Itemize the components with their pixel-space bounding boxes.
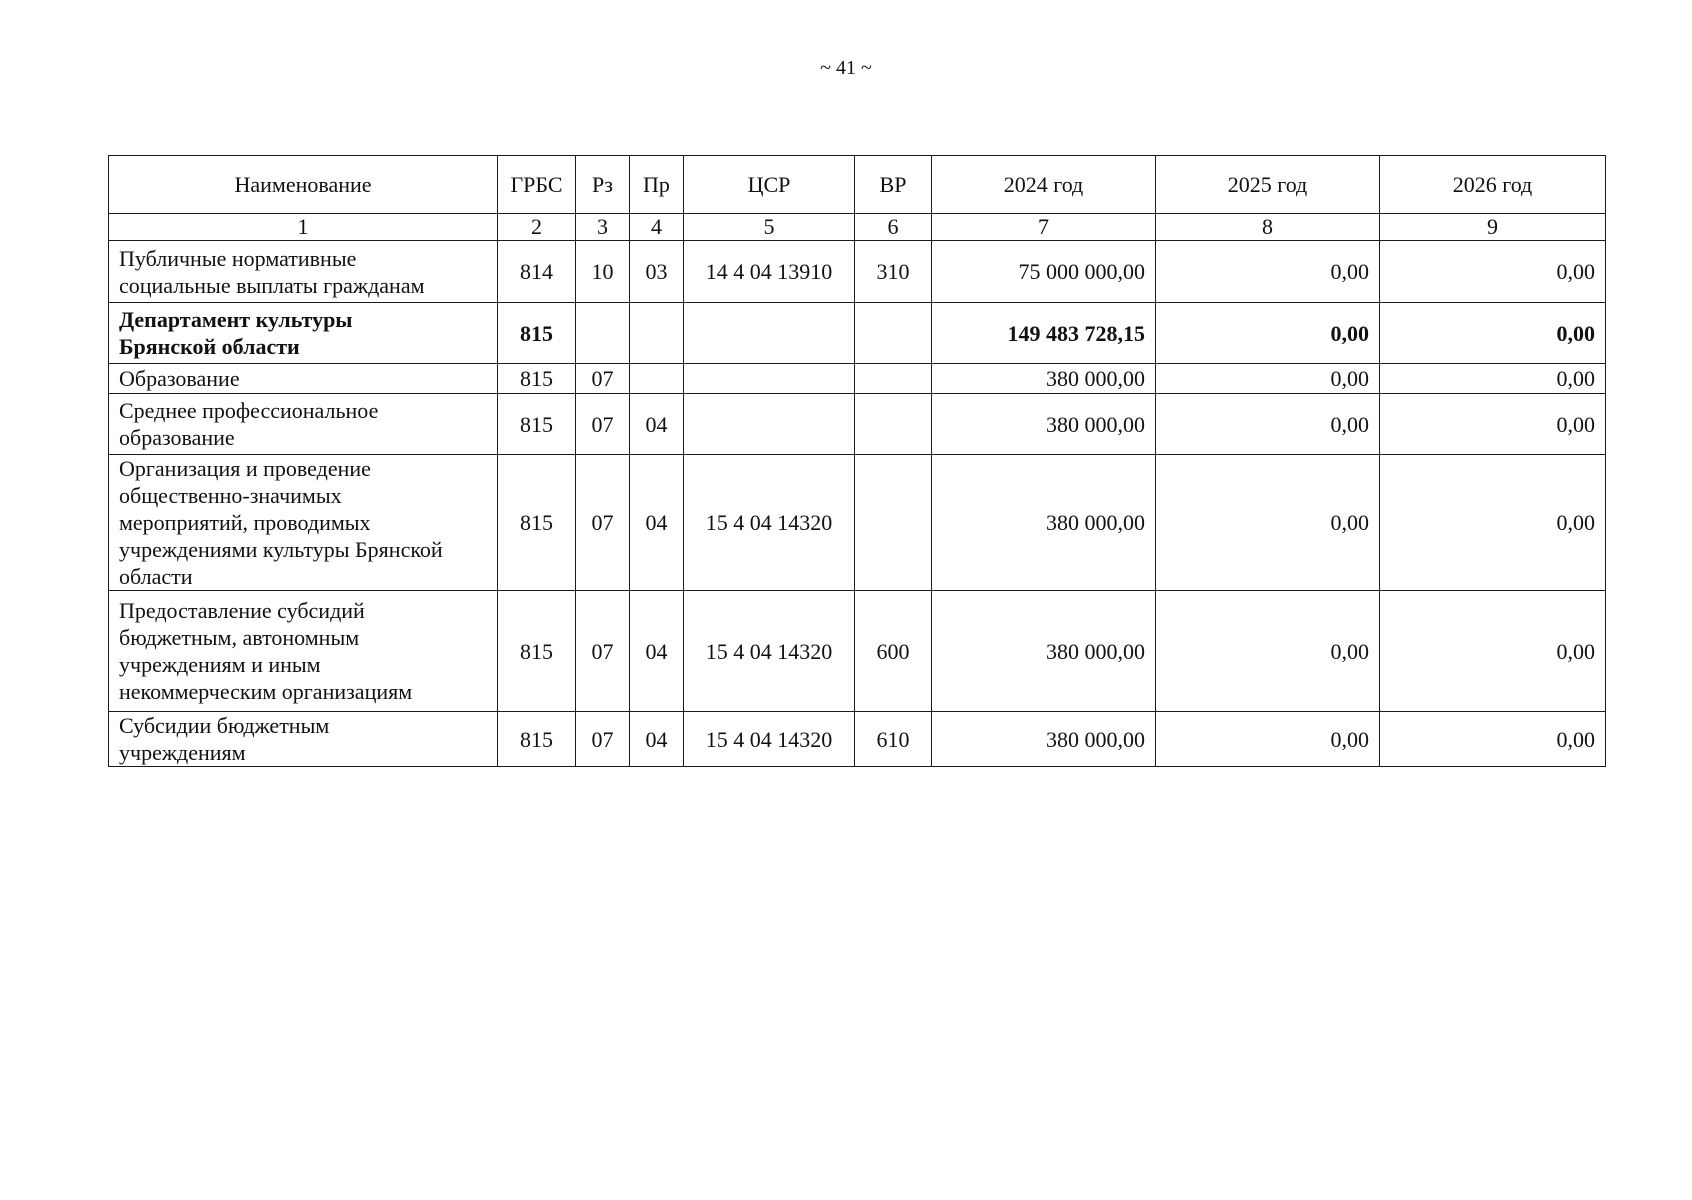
cell-name-line: образование — [119, 425, 235, 450]
cell-pr — [630, 364, 684, 394]
cell-csr — [684, 364, 855, 394]
header-cell: ВР — [855, 156, 932, 214]
cell-grbs: 815 — [498, 394, 576, 455]
cell-vr: 600 — [855, 591, 932, 712]
cell-pr: 04 — [630, 394, 684, 455]
column-number: 2 — [498, 214, 576, 241]
cell-grbs: 815 — [498, 455, 576, 591]
cell-name-line: Публичные нормативные — [119, 245, 357, 271]
cell-pr: 03 — [630, 241, 684, 303]
cell-csr — [684, 394, 855, 455]
cell-csr: 15 4 04 14320 — [684, 712, 855, 767]
page-number: ~ 41 ~ — [820, 57, 872, 79]
cell-grbs: 815 — [498, 712, 576, 767]
cell-2024: 380 000,00 — [932, 712, 1156, 767]
cell-name — [109, 455, 498, 591]
cell-name-line: учреждениям и иным — [119, 652, 321, 677]
cell-2026: 0,00 — [1380, 364, 1606, 394]
header-cell: ЦСР — [684, 156, 855, 214]
cell-name-line: Предоставление субсидий — [119, 598, 365, 623]
cell-rz — [576, 303, 630, 364]
cell-name — [109, 591, 498, 712]
cell-2025: 0,00 — [1156, 455, 1380, 591]
cell-csr: 15 4 04 14320 — [684, 591, 855, 712]
column-number: 9 — [1380, 214, 1606, 241]
cell-rz: 07 — [576, 394, 630, 455]
cell-csr: 15 4 04 14320 — [684, 455, 855, 591]
table-row — [109, 591, 1606, 712]
cell-rz: 10 — [576, 241, 630, 303]
cell-2024: 149 483 728,15 — [932, 303, 1156, 364]
table-header-row — [109, 156, 1606, 214]
cell-2025: 0,00 — [1156, 591, 1380, 712]
cell-2025: 0,00 — [1156, 712, 1380, 767]
cell-rz: 07 — [576, 712, 630, 767]
cell-rz: 07 — [576, 591, 630, 712]
cell-rz: 07 — [576, 455, 630, 591]
cell-pr: 04 — [630, 712, 684, 767]
column-number: 1 — [109, 214, 498, 241]
cell-vr: 310 — [855, 241, 932, 303]
cell-name-line: Организация и проведение — [119, 456, 371, 481]
column-number: 6 — [855, 214, 932, 241]
column-number: 7 — [932, 214, 1156, 241]
cell-name-line: социальные выплаты гражданам — [119, 272, 425, 298]
table-row — [109, 455, 1606, 591]
cell-2026: 0,00 — [1380, 394, 1606, 455]
cell-pr: 04 — [630, 455, 684, 591]
cell-2026: 0,00 — [1380, 303, 1606, 364]
header-cell: Пр — [630, 156, 684, 214]
cell-2025: 0,00 — [1156, 364, 1380, 394]
cell-vr — [855, 303, 932, 364]
cell-2024: 380 000,00 — [932, 455, 1156, 591]
cell-2024: 75 000 000,00 — [932, 241, 1156, 303]
cell-name — [109, 394, 498, 455]
cell-name-line: мероприятий, проводимых — [119, 510, 371, 535]
cell-2025: 0,00 — [1156, 241, 1380, 303]
cell-vr: 610 — [855, 712, 932, 767]
cell-name-line: Департамент культуры — [119, 307, 353, 332]
cell-2026: 0,00 — [1380, 241, 1606, 303]
table-row — [109, 303, 1606, 364]
cell-name — [109, 303, 498, 364]
cell-vr — [855, 394, 932, 455]
cell-grbs: 815 — [498, 364, 576, 394]
cell-name — [109, 241, 498, 303]
cell-2024: 380 000,00 — [932, 364, 1156, 394]
cell-name-line: Среднее профессиональное — [119, 398, 379, 423]
cell-2026: 0,00 — [1380, 591, 1606, 712]
column-number: 8 — [1156, 214, 1380, 241]
cell-grbs: 814 — [498, 241, 576, 303]
header-cell: ГРБС — [498, 156, 576, 214]
cell-2026: 0,00 — [1380, 455, 1606, 591]
cell-2026: 0,00 — [1380, 712, 1606, 767]
cell-name-line: бюджетным, автономным — [119, 625, 360, 650]
table-row — [109, 712, 1606, 767]
header-cell: Наименование — [109, 156, 498, 214]
table-row — [109, 241, 1606, 303]
column-number-row — [109, 214, 1606, 241]
column-number: 3 — [576, 214, 630, 241]
header-cell: Рз — [576, 156, 630, 214]
column-number: 5 — [684, 214, 855, 241]
cell-rz: 07 — [576, 364, 630, 394]
cell-name-line: Образование — [119, 366, 240, 391]
header-cell: 2024 год — [932, 156, 1156, 214]
cell-pr — [630, 303, 684, 364]
cell-2024: 380 000,00 — [932, 394, 1156, 455]
cell-grbs: 815 — [498, 591, 576, 712]
cell-csr: 14 4 04 13910 — [684, 241, 855, 303]
cell-name-line: Брянской области — [119, 334, 300, 359]
cell-name-line: общественно-значимых — [119, 483, 342, 508]
cell-2025: 0,00 — [1156, 303, 1380, 364]
header-cell: 2026 год — [1380, 156, 1606, 214]
cell-2024: 380 000,00 — [932, 591, 1156, 712]
cell-vr — [855, 455, 932, 591]
cell-grbs: 815 — [498, 303, 576, 364]
budget-table — [108, 155, 1606, 767]
header-cell: 2025 год — [1156, 156, 1380, 214]
cell-pr: 04 — [630, 591, 684, 712]
cell-name-line: Субсидии бюджетным — [119, 713, 330, 738]
cell-name-line: некоммерческим организациям — [119, 679, 413, 704]
cell-2025: 0,00 — [1156, 394, 1380, 455]
cell-name-line: учреждениями культуры Брянской — [119, 537, 443, 562]
cell-name-line: учреждениям — [119, 740, 246, 765]
cell-vr — [855, 364, 932, 394]
cell-name-line: области — [119, 564, 193, 589]
table-row — [109, 394, 1606, 455]
table-row — [109, 364, 1606, 394]
cell-name — [109, 712, 498, 767]
cell-name — [109, 364, 498, 394]
column-number: 4 — [630, 214, 684, 241]
cell-csr — [684, 303, 855, 364]
